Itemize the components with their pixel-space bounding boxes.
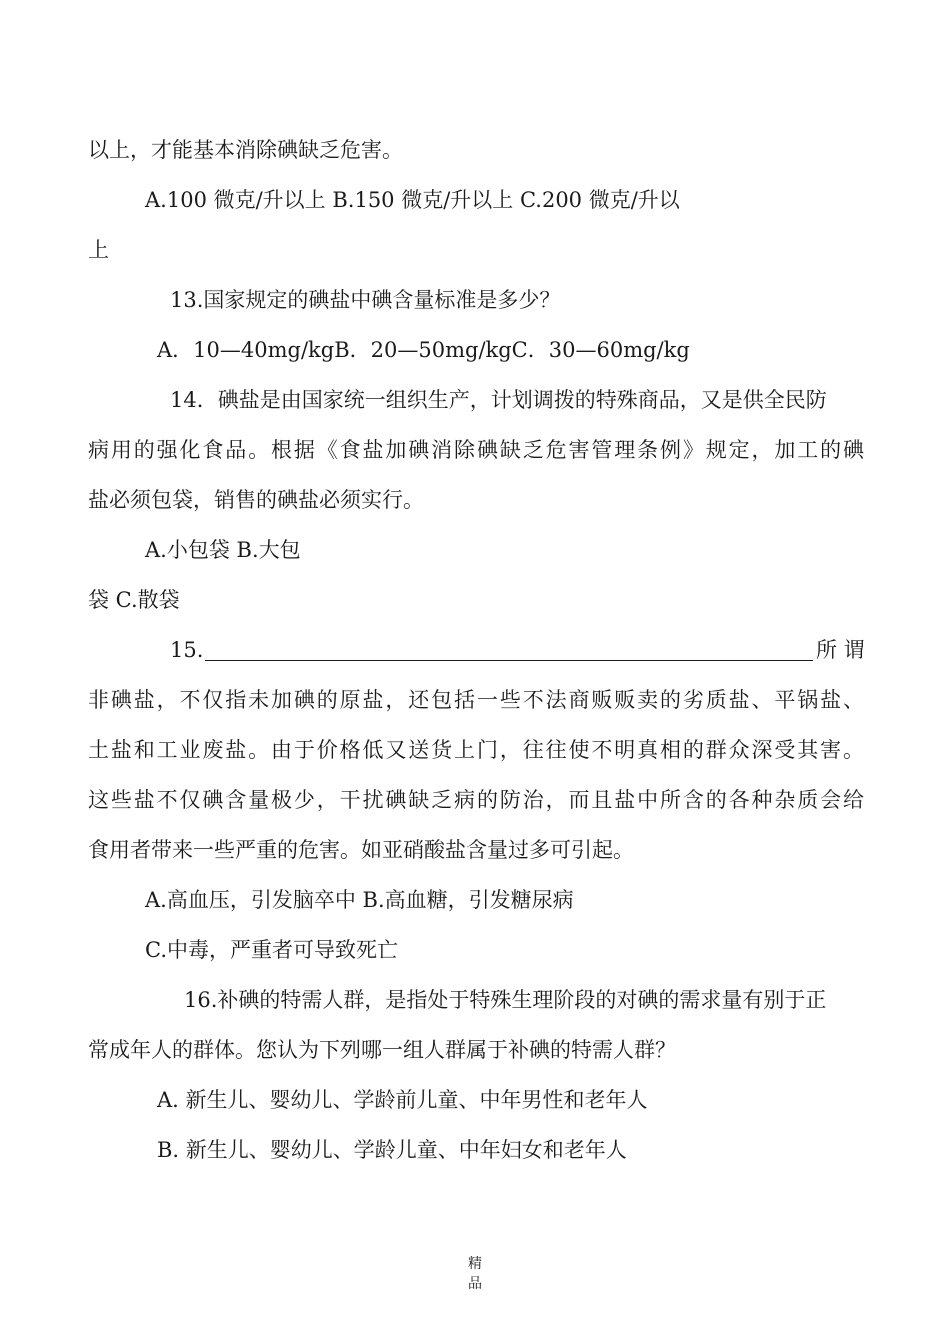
text-line: 这些盐不仅碘含量极少，干扰碘缺乏病的防治，而且盐中所含的各种杂质会给 (88, 788, 864, 812)
page-footer: 精品 (468, 1256, 482, 1292)
text-line: 上 (88, 238, 109, 262)
option-line: A.高血压，引发脑卒中 B.高血糖，引发糖尿病 (145, 888, 574, 912)
question-15: 15. (170, 638, 204, 662)
question-14: 14．碘盐是由国家统一组织生产，计划调拨的特殊商品，又是供全民防 (170, 388, 827, 412)
question-13: 13.国家规定的碘盐中碘含量标准是多少？ (170, 288, 561, 312)
option-line: A.小包袋 B.大包 (145, 538, 301, 562)
text-line: 常成年人的群体。您认为下列哪一组人群属于补碘的特需人群？ (88, 1038, 676, 1062)
text-line: 以上，才能基本消除碘缺乏危害。 (88, 138, 403, 162)
question-16: 16.补碘的特需人群，是指处于特殊生理阶段的对碘的需求量有别于正 (184, 988, 827, 1012)
fill-in-blank (205, 660, 813, 661)
text-line: 盐必须包袋，销售的碘盐必须实行。 (88, 488, 424, 512)
option-line: C.中毒，严重者可导致死亡 (145, 938, 398, 962)
text-line: 所 谓 (816, 638, 865, 662)
option-line: A．10—40mg/kgB．20—50mg/kgC．30—60mg/kg (157, 338, 690, 362)
option-line: B. 新生儿、婴幼儿、学龄儿童、中年妇女和老年人 (157, 1138, 627, 1162)
option-line: A.100 微克/升以上 B.150 微克/升以上 C.200 微克/升以 (145, 188, 680, 212)
option-line: A. 新生儿、婴幼儿、学龄前儿童、中年男性和老年人 (157, 1088, 648, 1112)
option-line: 袋 C.散袋 (88, 588, 180, 612)
text-line: 食用者带来一些严重的危害。如亚硝酸盐含量过多可引起。 (88, 838, 634, 862)
text-line: 病用的强化食品。根据《食盐加碘消除碘缺乏危害管理条例》规定，加工的碘 (88, 438, 864, 462)
text-line: 土盐和工业废盐。由于价格低又送货上门，往往使不明真相的群众深受其害。 (88, 738, 864, 762)
text-line: 非碘盐，不仅指未加碘的原盐，还包括一些不法商贩贩卖的劣质盐、平锅盐、 (88, 688, 864, 712)
